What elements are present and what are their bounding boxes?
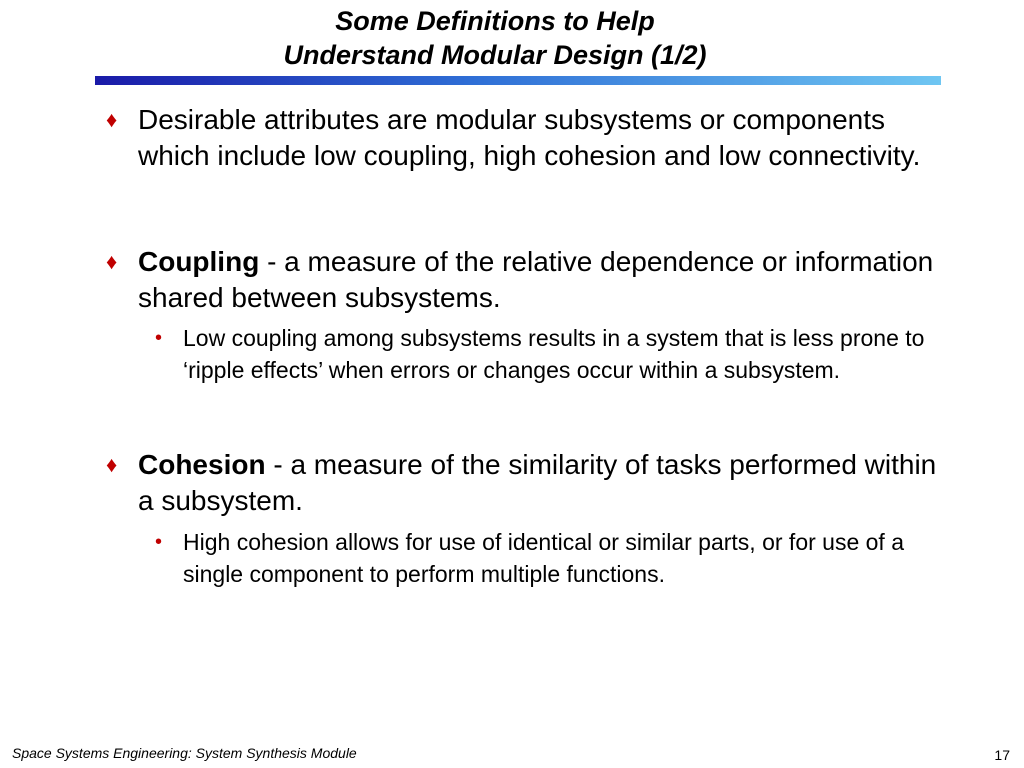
slide-title: [0, 4, 990, 72]
bullet-cohesion: [106, 447, 936, 521]
dot-bullet-icon: •: [155, 327, 163, 349]
title-line-2: Understand Modular Design (1/2): [283, 40, 707, 70]
sub-bullet-text: High cohesion allows for use of identical or similar parts, or for use of a single component to perform multiple functions.: [183, 529, 904, 587]
bullet-text: [138, 244, 938, 316]
sub-bullet-high-cohesion: [155, 526, 945, 592]
dot-bullet-icon: •: [155, 531, 163, 553]
term-coupling: Coupling: [138, 246, 260, 277]
bullet-coupling: [106, 244, 936, 318]
footer-course-name: Space Systems Engineering: System Synthesis Module: [12, 745, 357, 761]
title-underline-bar: [95, 76, 941, 85]
diamond-bullet-icon: ♦: [106, 107, 118, 132]
title-line-1: Some Definitions to Help: [335, 6, 655, 36]
diamond-bullet-icon: ♦: [106, 249, 118, 274]
term-cohesion: Cohesion: [138, 449, 266, 480]
bullet-text: Desirable attributes are modular subsystems or components which include low coupling, high cohesion and low connectivity.: [138, 104, 921, 171]
bullet-desirable-attributes: [106, 102, 936, 212]
sub-bullet-low-coupling: [155, 322, 945, 422]
cohesion-definition: - a measure of the similarity of tasks performed within a subsystem.: [138, 449, 937, 516]
bullet-text: [138, 447, 938, 519]
sub-bullet-text: Low coupling among subsystems results in a system that is less prone to ‘ripple effects’ when errors or changes occur within a subsystem.: [183, 325, 925, 383]
page-number: 17: [994, 747, 1010, 763]
coupling-definition: - a measure of the relative dependence or information shared between subsystems.: [138, 246, 934, 313]
diamond-bullet-icon: ♦: [106, 452, 118, 477]
